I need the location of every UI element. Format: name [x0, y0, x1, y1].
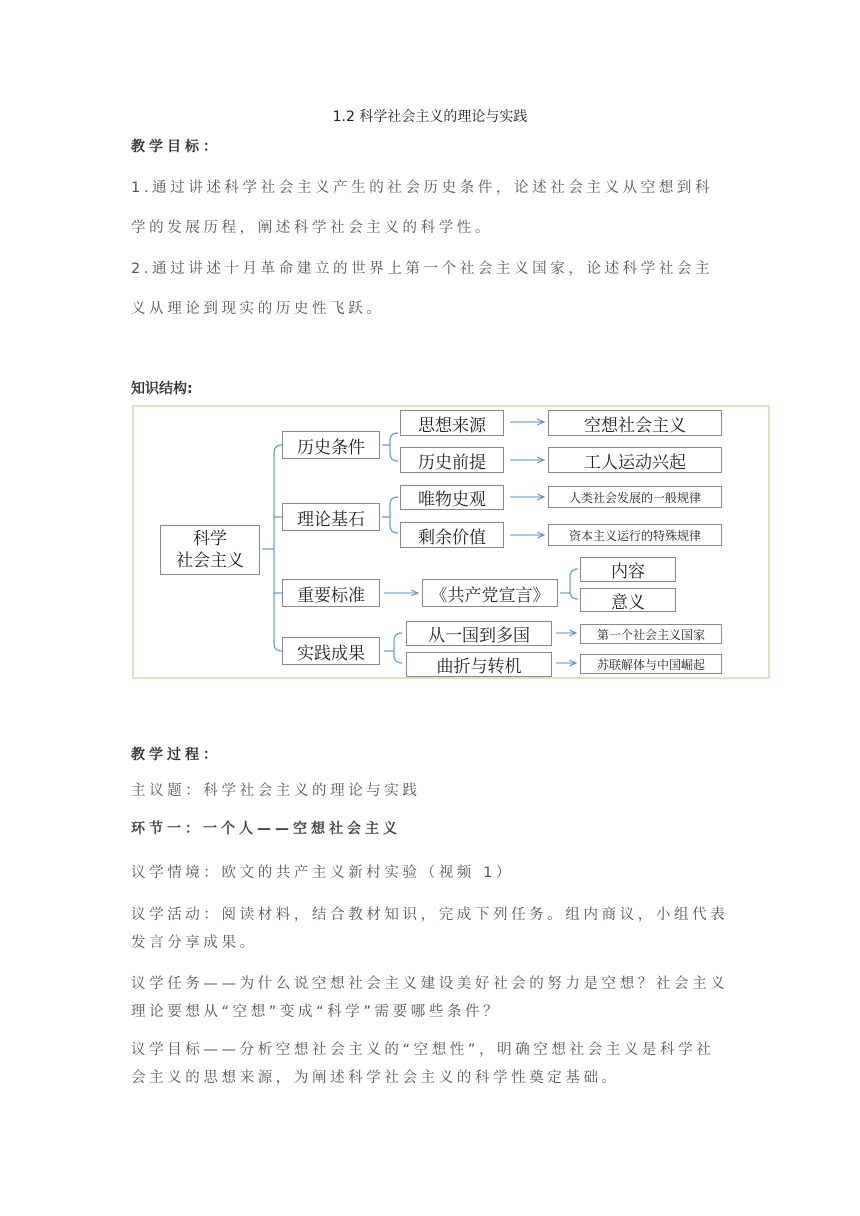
node-setback-and-turn: 曲折与转机 [406, 652, 552, 677]
document-title: 1.2 科学社会主义的理论与实践 [332, 109, 528, 125]
discussion-goal: 议学目标——分析空想社会主义的“空想性”，明确空想社会主义是科学社会主义的思想来源，为阐述科学社会主义的科学性奠定基础。 [131, 1042, 715, 1086]
teaching-goal-1: 1.通过讲述科学社会主义产生的社会历史条件，论述社会主义从空想到科学的发展历程，阐述科学社会主义的科学性。 [131, 180, 714, 236]
node-surplus-value: 剩余价值 [400, 522, 504, 548]
discussion-scenario: 议学情境：欧文的共产主义新村实验（视频 1） [131, 865, 515, 881]
root-bracket [274, 445, 282, 651]
root-node [160, 525, 260, 575]
branch-history-conditions: 历史条件 [282, 431, 380, 459]
node-historical-materialism: 唯物史观 [400, 485, 504, 510]
root-label-line1: 科学 [193, 529, 227, 549]
discussion-activity: 议学活动：阅读材料，结合教材知识，完成下列任务。组内商议，小组代表发言分享成果。 [131, 907, 729, 951]
node-thought-source: 思想来源 [400, 410, 504, 436]
main-topic: 主议题：科学社会主义的理论与实践 [131, 783, 421, 799]
result-utopian-socialism: 空想社会主义 [548, 410, 722, 436]
node-historical-premise: 历史前提 [400, 447, 504, 473]
root-label-line2: 社会主义 [176, 551, 244, 571]
branch-theoretical-cornerstone: 理论基石 [282, 503, 380, 531]
teaching-process-heading: 教学过程： [131, 747, 221, 763]
node-content: 内容 [580, 557, 676, 582]
node-significance: 意义 [580, 588, 676, 612]
section-1-heading: 环节一：一个人——空想社会主义 [131, 821, 401, 837]
result-special-law: 资本主义运行的特殊规律 [548, 524, 722, 546]
branch-important-standard: 重要标准 [282, 579, 380, 607]
knowledge-structure-heading: 知识结构: [131, 381, 193, 397]
teaching-goals-heading: 教学目标： [131, 139, 221, 155]
result-general-law: 人类社会发展的一般规律 [548, 486, 722, 508]
discussion-task: 议学任务——为什么说空想社会主义建设美好社会的努力是空想？社会主义理论要想从“空想”变成“科学”需要哪些条件？ [131, 976, 729, 1020]
result-workers-movement: 工人运动兴起 [548, 447, 722, 473]
branch-practical-results: 实践成果 [282, 637, 380, 665]
node-one-to-many-countries: 从一国到多国 [406, 621, 552, 646]
result-ussr-china: 苏联解体与中国崛起 [580, 654, 722, 674]
knowledge-structure-diagram [132, 405, 770, 679]
node-communist-manifesto: 《共产党宣言》 [422, 579, 558, 607]
teaching-goal-2: 2.通过讲述十月革命建立的世界上第一个社会主义国家，论述科学社会主义从理论到现实的历史性飞跃。 [131, 261, 714, 317]
result-first-socialist-country: 第一个社会主义国家 [580, 624, 722, 644]
